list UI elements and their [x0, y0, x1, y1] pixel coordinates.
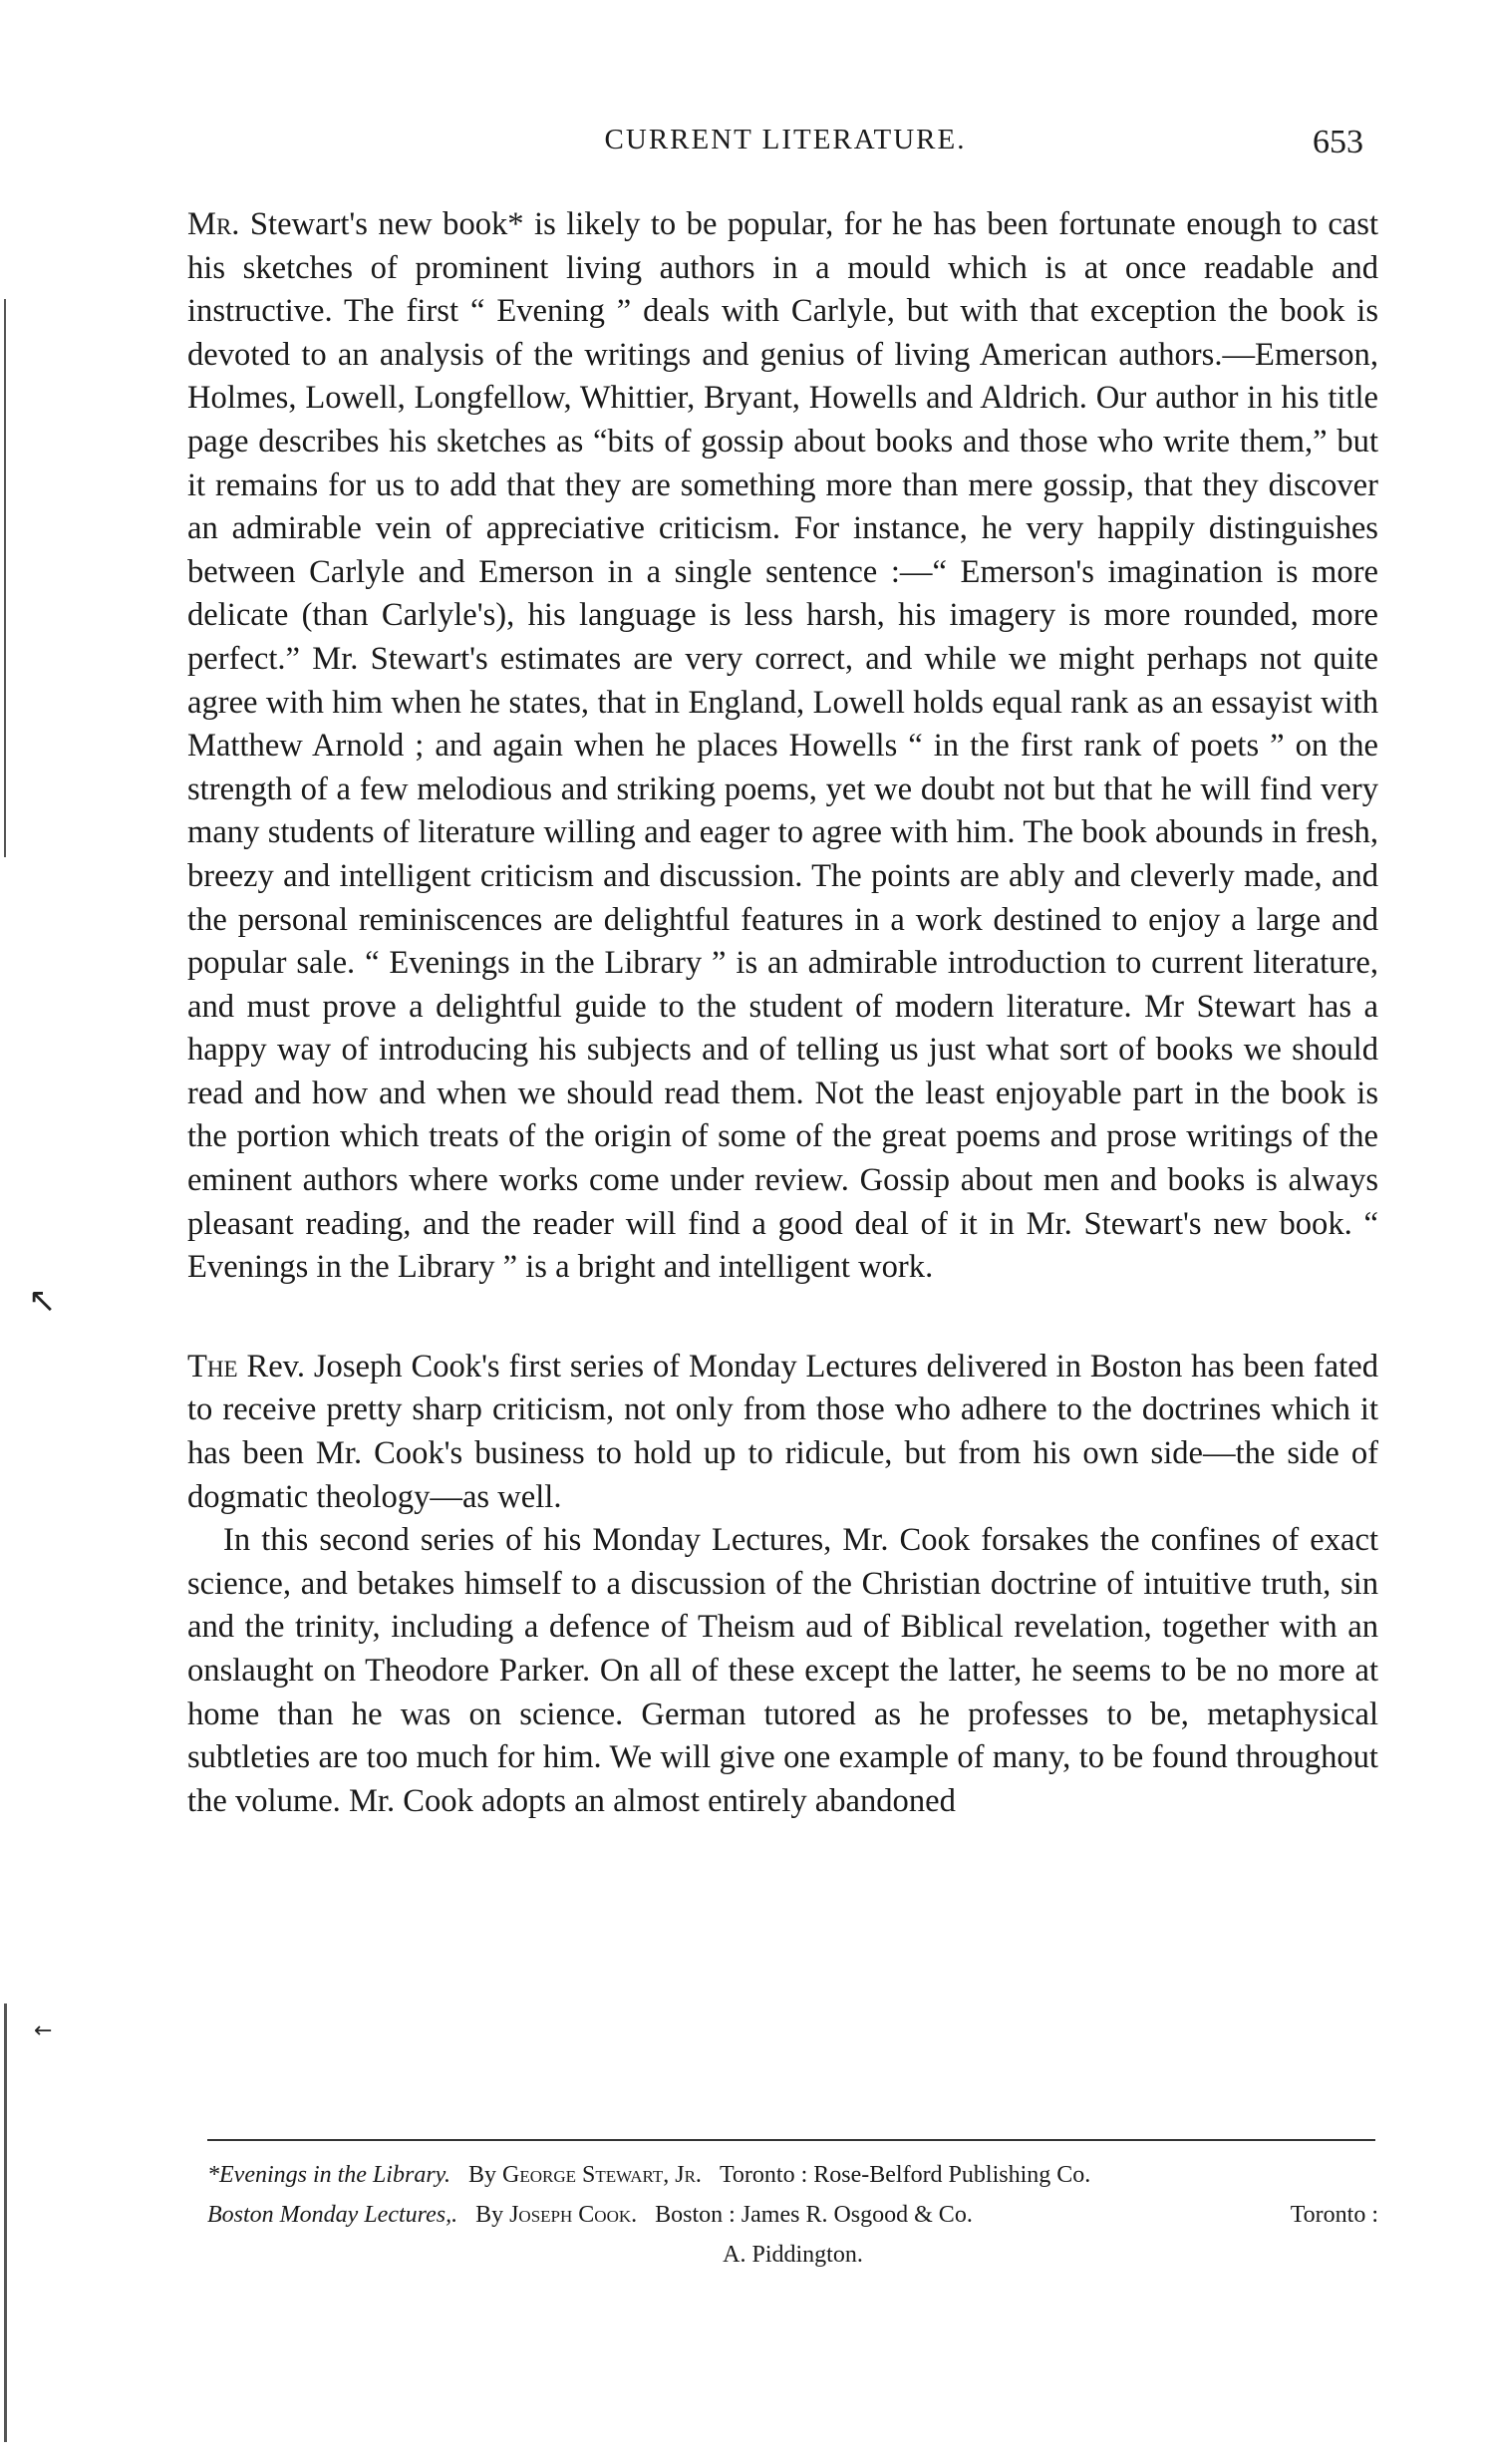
footnote-1-author: George Stewart, Jr.	[502, 2162, 702, 2188]
left-edge-line-lower	[4, 2003, 7, 2442]
page-header	[187, 124, 1383, 163]
footnote-1-by: By	[467, 2162, 496, 2188]
left-edge-line	[4, 299, 6, 857]
footnote-2-continuation: A. Piddington.	[723, 2242, 863, 2268]
margin-mark-arrow: ↖	[28, 1281, 57, 1321]
running-head: CURRENT LITERATURE.	[604, 124, 967, 155]
section-gap	[187, 1290, 1378, 1346]
page-number: 653	[1313, 124, 1363, 160]
footnote-2-title: Boston Monday Lectures,.	[207, 2202, 458, 2228]
lead-word: The	[187, 1348, 238, 1385]
footnotes	[207, 2155, 1378, 2275]
footnote-rule	[207, 2139, 1375, 2141]
review-stewart-text: Stewart's new book* is likely to be popular, for he has been fortunate enough to cast his sketches of prominent living authors in a mould which is at once readable and instructive. The first “ Evening ” deals with Carlyle, but with that exception the book is devoted to an analysis of the writings and genius of living American authors.—Emerson, Holmes, Lowell, Longfellow, Whittier, Bryant, Howells and Aldrich. Our author in his title page describes his sketches as “bits of gossip about books and those who write them,” but it remains for us to add that they are something more than mere gossip, that they discover an admirable vein of appreciative criticism. For instance, he very happily distinguishes between Carlyle and Emerson in a single sentence :—“ Emerson's imagination is more delicate (than Carlyle's), his language is less harsh, his imagery is more rounded, more perfect.” Mr. Stewart's estimates are very correct, and while we might perhaps not quite agree with him when he states, that in England, Lowell holds equal rank as an essayist with Matthew Arnold ; and again when he places Howells “ in the first rank of poets ” on the strength of a few melodious and striking poems, yet we doubt not but that he will find very many students of literature willing and eager to agree with him. The book abounds in fresh, breezy and intelligent criticism and discussion. The points are ably and cleverly made, and the personal reminiscences are delightful features in a work destined to enjoy a large and popular sale. “ Evenings in the Library ” is an admirable introduction to current literature, and must prove a delightful guide to the student of modern literature. Mr Stewart has a happy way of introducing his subjects and of telling us just what sort of books we should read and how and when we should read them. Not the least enjoyable part in the book is the portion which treats of the origin of some of the great poems and prose writings of the eminent authors where works come under review. Gossip about men and books is always pleasant reading, and the reader will find a good deal of it in Mr. Stewart's new book. “ Evenings in the Library ” is a bright and intelligent work.	[187, 206, 1378, 1286]
footnote-2-toronto: Toronto :	[1290, 2202, 1378, 2228]
review-stewart-paragraph	[187, 203, 1378, 1290]
review-cook-paragraph-1	[187, 1346, 1378, 1519]
review-cook-text-1: Rev. Joseph Cook's first series of Monday Lectures delivered in Boston has been fated to receive pretty sharp criticism, not only from those who adhere to the doctrines which it has been Mr. Cook's business to hold up to ridicule, but from his own side—the side of dogmatic theology—as well.	[187, 1348, 1378, 1515]
footnote-1	[207, 2155, 1378, 2195]
footnote-2-author: Joseph Cook.	[509, 2202, 638, 2228]
footnote-1-publisher: Toronto : Rose-Belford Publishing Co.	[719, 2162, 1091, 2188]
footnote-2	[207, 2195, 1378, 2235]
footnote-2-publisher: Boston : James R. Osgood & Co.	[655, 2202, 973, 2228]
lead-word: Mr.	[187, 206, 240, 242]
body-text	[187, 203, 1378, 1823]
review-cook-paragraph-2: In this second series of his Monday Lectures, Mr. Cook forsakes the confines of exact science, and betakes himself to a discussion of the Christian doctrine of intuitive truth, sin and the trinity, including a defence of Theism aud of Biblical revelation, together with an onslaught on Theodore Parker. On all of these except the latter, he seems to be no more at home than he was on science. German tutored as he professes to be, metaphysical subtleties are too much for him. We will give one example of many, to be found throughout the volume. Mr. Cook adopts an almost entirely abandoned	[187, 1522, 1378, 1819]
footnote-1-title: *Evenings in the Library.	[207, 2162, 450, 2188]
footnote-2-by: By	[475, 2202, 504, 2228]
margin-mark-small-arrow: ←	[34, 2018, 53, 2043]
